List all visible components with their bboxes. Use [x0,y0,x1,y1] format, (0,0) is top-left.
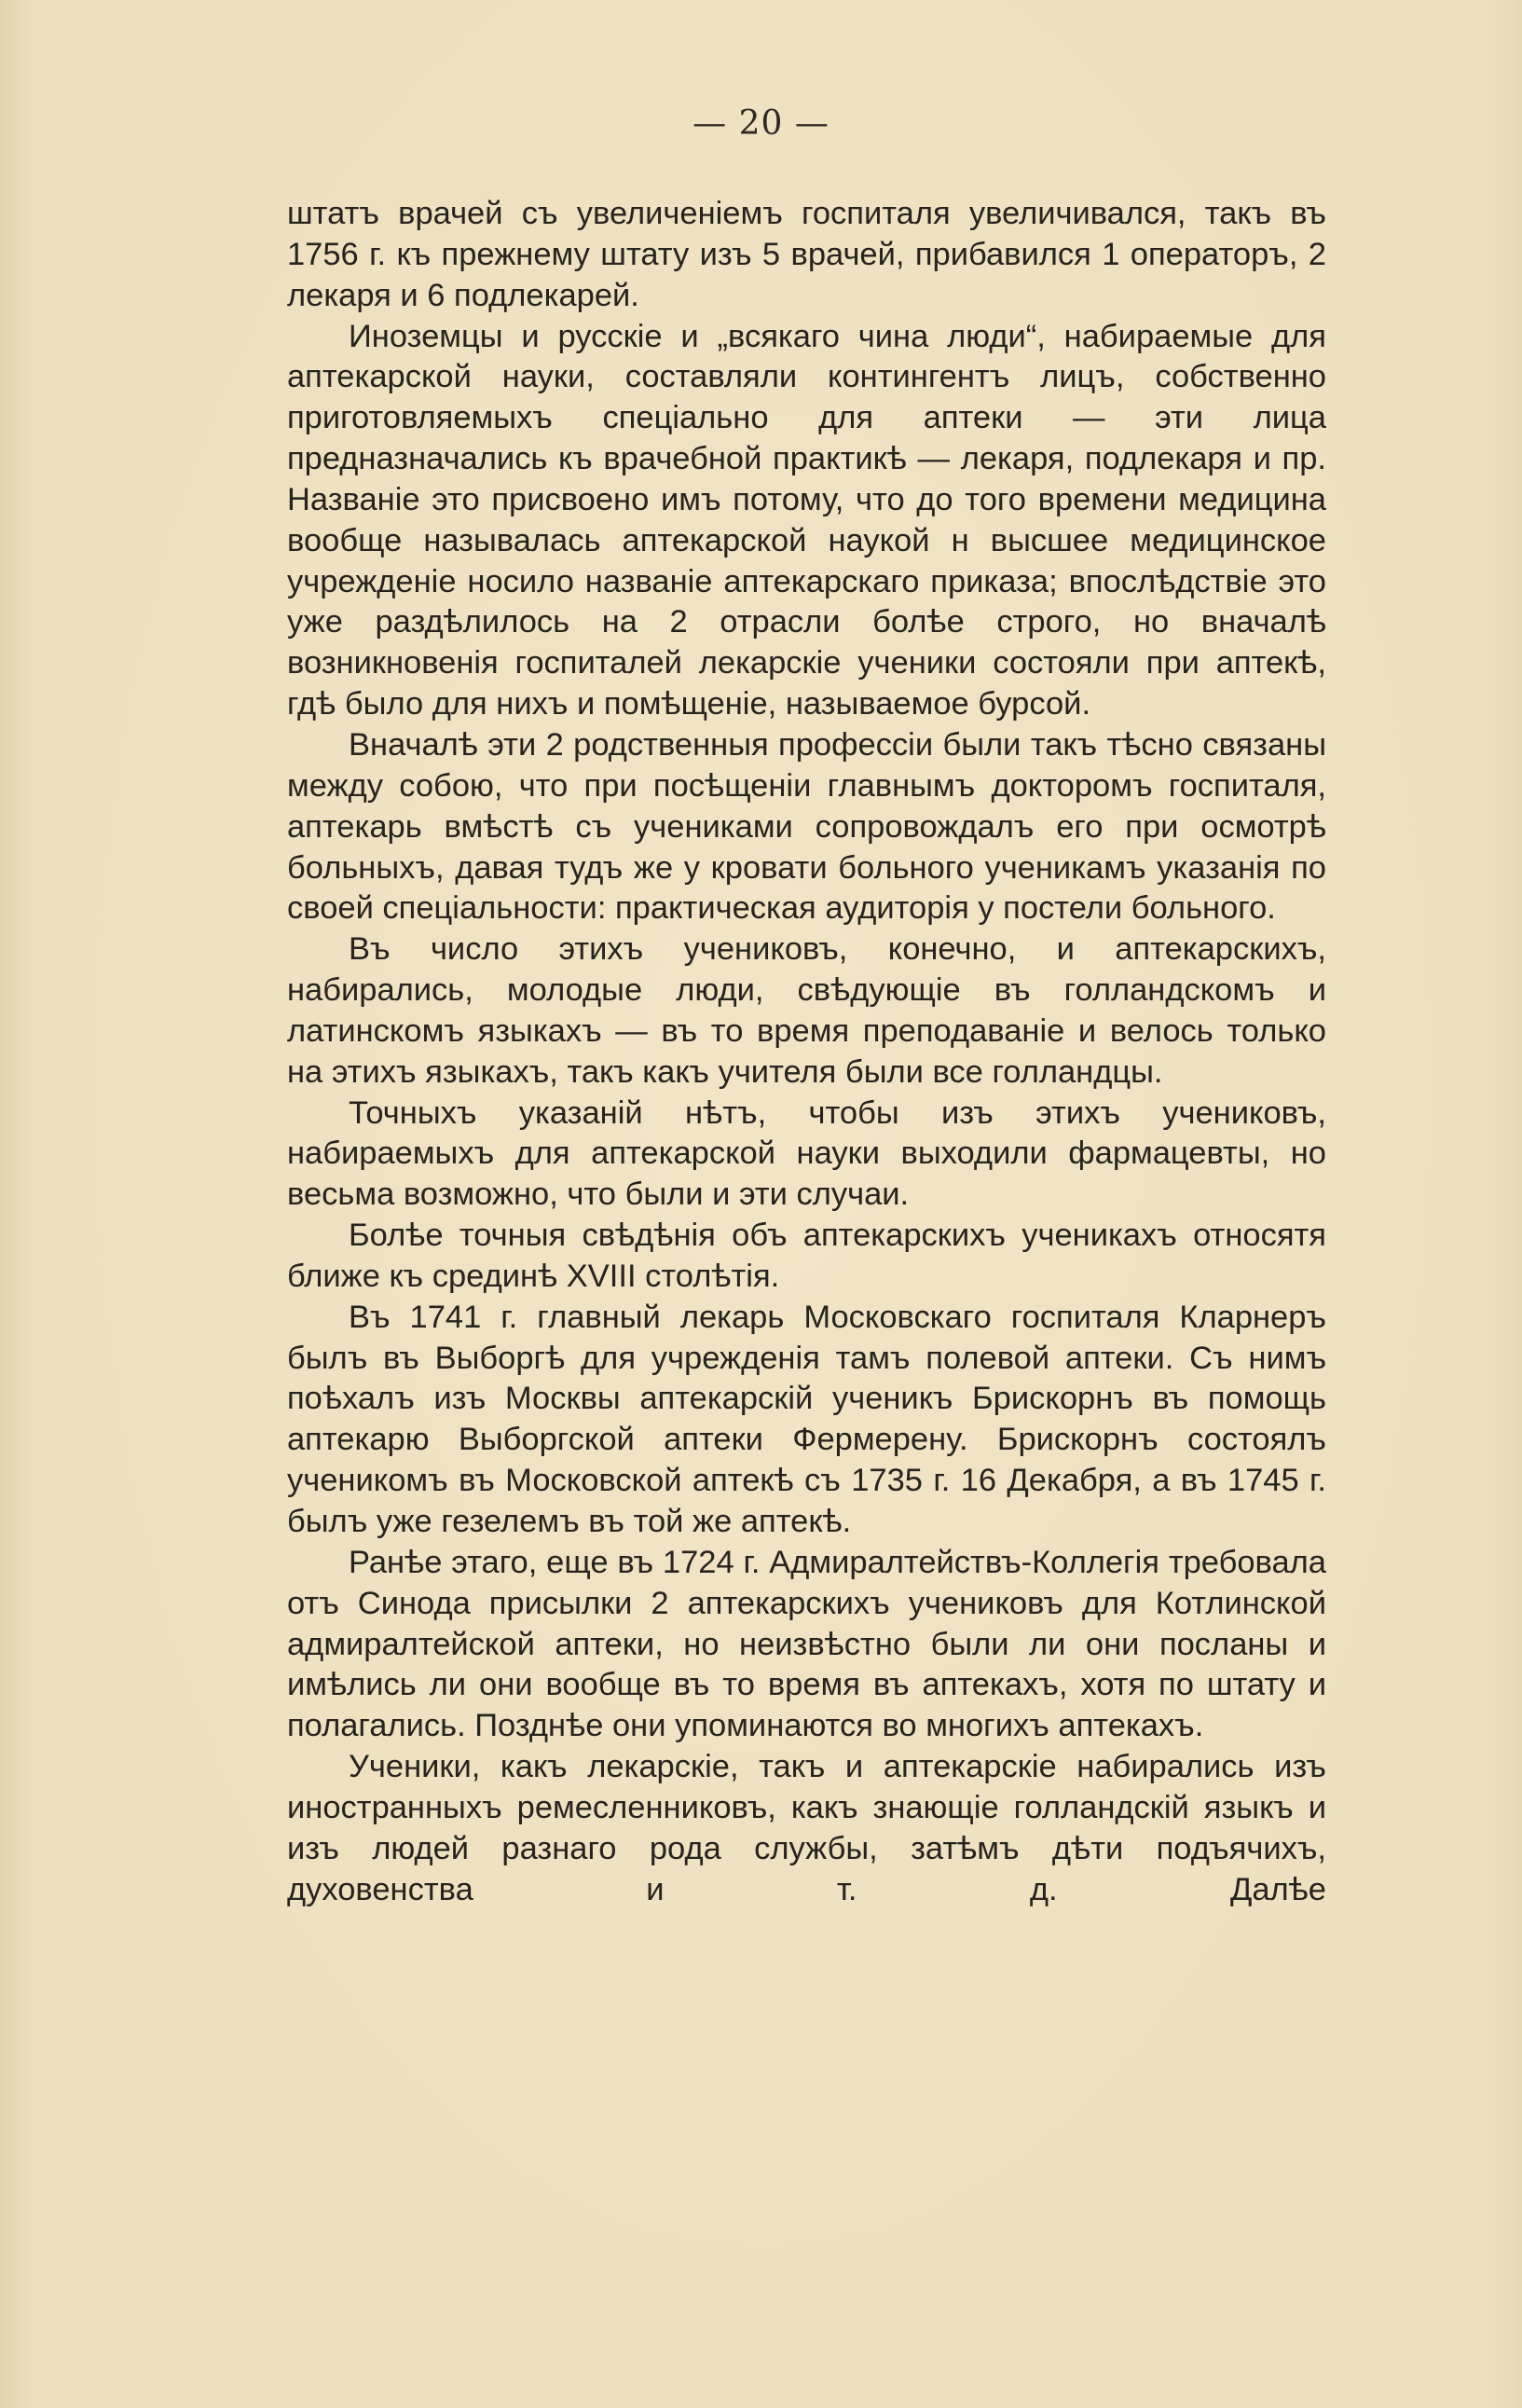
paragraph-3: Вначалѣ эти 2 родственныя профессіи были такъ тѣсно связаны между собою, что при посѣщеніи главнымъ докторомъ госпиталя, аптекарь вмѣстѣ съ учениками сопровождалъ его при осмотрѣ больныхъ, давая тудъ же у кровати больного ученикамъ указанія по своей спеціальности: практическая аудиторія у постели больного. [287,726,1326,927]
paragraph-9: Ученики, какъ лекарскіе, такъ и аптекарскіе набирались изъ иностранныхъ ремесленниковъ, какъ знающіе голландскій языкъ и изъ людей разнаго рода службы, затѣмъ дѣти подъячихъ, духовенства и т. д. Далѣе [287,1749,1326,1907]
paragraph-7: Въ 1741 г. главный лекарь Московскаго госпиталя Кларнеръ былъ въ Выборгѣ для учрежденія тамъ полевой аптеки. Съ нимъ поѣхалъ изъ Москвы аптекарскій ученикъ Брискорнъ въ помощь аптекарю Выборгской аптеки Фермерену. Брискорнъ состоялъ ученикомъ въ Московской аптекѣ съ 1735 г. 16 Декабря, а въ 1745 г. былъ уже гезелемъ въ той же аптекѣ. [287,1299,1326,1539]
paragraph-8: Ранѣе этаго, еще въ 1724 г. Адмиралтействъ-Коллегія требовала отъ Синода присылки 2 аптекарскихъ учениковъ для Котлинской адмиралтейской аптеки, но неизвѣстно были ли они посланы и имѣлись ли они вообще въ то время въ аптекахъ, хотя по штату и полагались. Позднѣе они упоминаются во многихъ аптекахъ. [287,1544,1326,1744]
page-number: — 20 — [692,104,830,143]
paragraph-1: штатъ врачей съ увеличеніемъ госпиталя увеличивался, такъ въ 1756 г. къ прежнему штату изъ 5 врачей, прибавился 1 операторъ, 2 лекаря и 6 подлекарей. [287,196,1326,313]
paragraph-5: Точныхъ указаній нѣтъ, чтобы изъ этихъ учениковъ, набираемыхъ для аптекарской науки выходили фармацевты, но весьма возможно, что были и эти случаи. [287,1094,1326,1213]
paragraph-2: Иноземцы и русскіе и „всякаго чина люди“, набираемые для аптекарской науки, составляли контингентъ лицъ, собственно приготовляемыхъ спеціально для аптеки — эти лица предназначались къ врачебной практикѣ — лекаря, подлекаря и пр. Названіе это присвоено имъ потому, что до того времени медицина вообще называлась аптекарской наукой н высшее медицинское учрежденіе носило названіе аптекарскаго приказа; впослѣдствіе это уже раздѣлилось на 2 отрасли болѣе строго, но вначалѣ возникновенія госпиталей лекарскіе ученики состояли при аптекѣ, гдѣ было для нихъ и помѣщеніе, называемое бурсой. [287,318,1326,722]
body-text [287,194,1326,1910]
paragraph-4: Въ число этихъ учениковъ, конечно, и аптекарскихъ, набирались, молодые люди, свѣдующіе въ голландскомъ и латинскомъ языкахъ — въ то время преподаваніе и велось только на этихъ языкахъ, такъ какъ учителя были все голландцы. [287,931,1326,1090]
paragraph-6: Болѣе точныя свѣдѣнія объ аптекарскихъ ученикахъ относятя ближе къ срединѣ XVIII столѣтія. [287,1218,1326,1294]
